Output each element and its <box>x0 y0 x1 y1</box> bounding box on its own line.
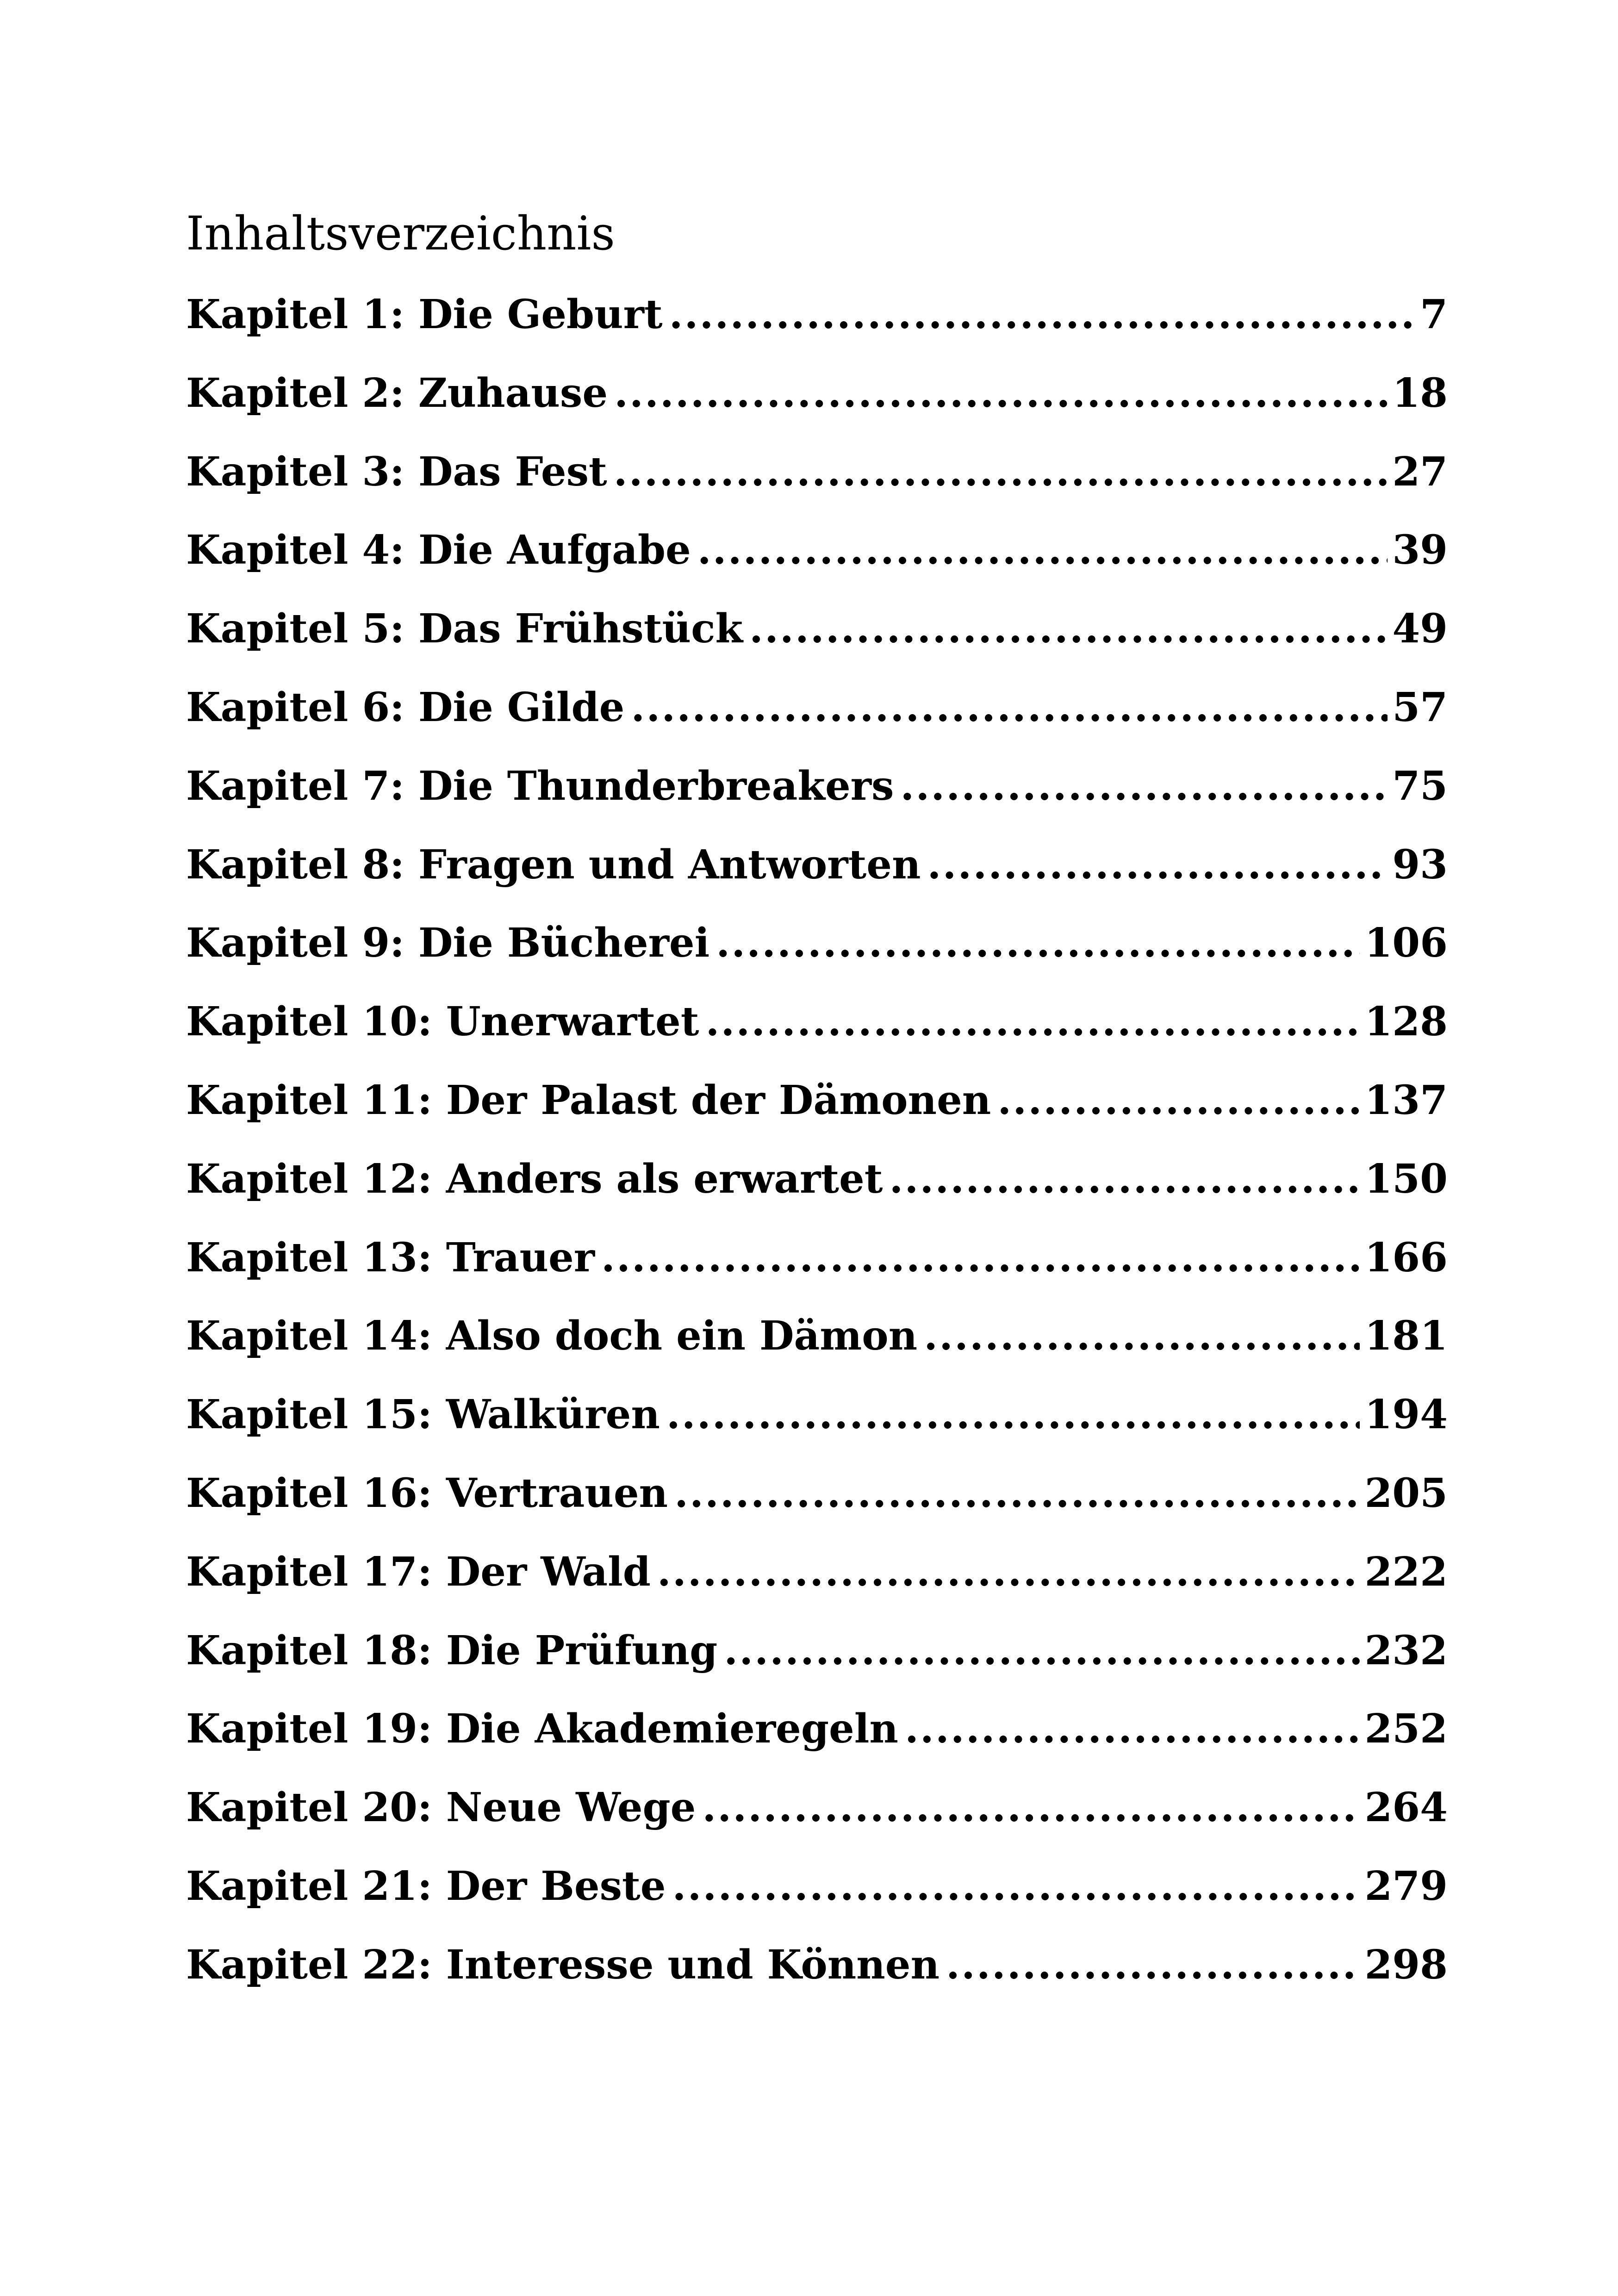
toc-dot-leader <box>889 1140 1360 1219</box>
toc-entry-page-number: 194 <box>1364 1391 1448 1438</box>
toc-entry-page-number: 27 <box>1392 448 1448 495</box>
toc-dot-leader <box>614 433 1388 511</box>
toc-entry-page-number: 128 <box>1364 998 1448 1045</box>
toc-dot-leader <box>601 1219 1360 1297</box>
toc-heading: Inhaltsverzeichnis <box>186 206 615 261</box>
toc-entry-title: Kapitel 16: Vertrauen <box>186 1469 668 1517</box>
toc-entry-title: Kapitel 22: Interesse und Können <box>186 1941 940 1988</box>
toc-dot-leader <box>900 747 1388 826</box>
toc-entry-page-number: 232 <box>1364 1627 1448 1674</box>
toc-entry-title: Kapitel 7: Die Thunderbreakers <box>186 762 894 809</box>
toc-entry-title: Kapitel 13: Trauer <box>186 1234 595 1281</box>
toc-entry-title: Kapitel 19: Die Akademieregeln <box>186 1705 898 1753</box>
toc-entry-title: Kapitel 3: Das Fest <box>186 448 607 495</box>
toc-entry-title: Kapitel 14: Also doch ein Dämon <box>186 1313 918 1360</box>
toc-entry <box>186 983 1448 1061</box>
toc-dot-leader <box>905 1690 1360 1768</box>
toc-dot-leader <box>716 904 1360 983</box>
toc-entry <box>186 1926 1448 2004</box>
toc-dot-leader <box>614 354 1388 433</box>
toc-entry <box>186 1768 1448 1847</box>
toc-entry-page-number: 137 <box>1364 1076 1448 1124</box>
toc-entry-title: Kapitel 20: Neue Wege <box>186 1784 696 1831</box>
toc-entry-page-number: 57 <box>1392 684 1448 731</box>
toc-dot-leader <box>674 1454 1360 1533</box>
toc-entry <box>186 1297 1448 1375</box>
toc-dot-leader <box>672 1847 1360 1926</box>
toc-entry-title: Kapitel 15: Walküren <box>186 1391 660 1438</box>
toc-entry-page-number: 150 <box>1364 1155 1448 1202</box>
toc-entry-page-number: 7 <box>1420 291 1448 338</box>
toc-entry-page-number: 93 <box>1392 841 1448 888</box>
toc-entry-page-number: 279 <box>1364 1862 1448 1910</box>
toc-entry <box>186 275 1448 354</box>
toc-dot-leader <box>697 511 1388 590</box>
toc-entry-title: Kapitel 10: Unerwartet <box>186 998 699 1045</box>
toc-entry-title: Kapitel 12: Anders als erwartet <box>186 1155 883 1202</box>
toc-entry <box>186 747 1448 826</box>
toc-entry-title: Kapitel 8: Fragen und Antworten <box>186 841 921 888</box>
toc-entry-title: Kapitel 1: Die Geburt <box>186 291 663 338</box>
toc-entry-page-number: 181 <box>1364 1313 1448 1360</box>
toc-entry <box>186 1454 1448 1533</box>
toc-entry <box>186 1219 1448 1297</box>
toc-entry-page-number: 298 <box>1364 1941 1448 1988</box>
toc-dot-leader <box>927 826 1388 904</box>
toc-entry <box>186 668 1448 747</box>
toc-entry <box>186 1690 1448 1768</box>
toc-list <box>186 275 1448 2004</box>
toc-dot-leader <box>669 275 1416 354</box>
toc-dot-leader <box>666 1375 1360 1454</box>
toc-entry-page-number: 49 <box>1392 605 1448 653</box>
toc-entry-page-number: 106 <box>1364 920 1448 967</box>
toc-entry <box>186 1061 1448 1140</box>
toc-entry-page-number: 205 <box>1364 1469 1448 1517</box>
toc-entry <box>186 590 1448 668</box>
toc-dot-leader <box>749 590 1388 668</box>
toc-entry <box>186 1533 1448 1612</box>
toc-dot-leader <box>702 1768 1360 1847</box>
toc-entry-page-number: 166 <box>1364 1234 1448 1281</box>
toc-entry-title: Kapitel 11: Der Palast der Dämonen <box>186 1076 991 1124</box>
toc-dot-leader <box>657 1533 1360 1612</box>
toc-entry-page-number: 264 <box>1364 1784 1448 1831</box>
toc-entry-title: Kapitel 17: Der Wald <box>186 1548 651 1595</box>
toc-entry-title: Kapitel 2: Zuhause <box>186 369 608 417</box>
toc-entry <box>186 433 1448 511</box>
toc-entry <box>186 354 1448 433</box>
toc-entry <box>186 1847 1448 1926</box>
toc-entry-title: Kapitel 21: Der Beste <box>186 1862 666 1910</box>
toc-entry-title: Kapitel 4: Die Aufgabe <box>186 527 691 574</box>
toc-entry-page-number: 252 <box>1364 1705 1448 1753</box>
toc-entry-page-number: 18 <box>1392 369 1448 417</box>
toc-entry-title: Kapitel 6: Die Gilde <box>186 684 625 731</box>
toc-entry-page-number: 222 <box>1364 1548 1448 1595</box>
toc-dot-leader <box>631 668 1388 747</box>
toc-entry-title: Kapitel 18: Die Prüfung <box>186 1627 718 1674</box>
toc-dot-leader <box>946 1926 1360 2004</box>
toc-entry <box>186 1375 1448 1454</box>
toc-entry <box>186 826 1448 904</box>
toc-entry-page-number: 75 <box>1392 762 1448 809</box>
toc-entry-page-number: 39 <box>1392 527 1448 574</box>
toc-dot-leader <box>724 1612 1360 1690</box>
toc-dot-leader <box>997 1061 1360 1140</box>
toc-dot-leader <box>705 983 1360 1061</box>
toc-entry-title: Kapitel 5: Das Frühstück <box>186 605 743 653</box>
toc-entry <box>186 904 1448 983</box>
toc-entry <box>186 511 1448 590</box>
toc-entry <box>186 1612 1448 1690</box>
toc-entry-title: Kapitel 9: Die Bücherei <box>186 920 710 967</box>
toc-dot-leader <box>924 1297 1360 1375</box>
toc-entry <box>186 1140 1448 1219</box>
